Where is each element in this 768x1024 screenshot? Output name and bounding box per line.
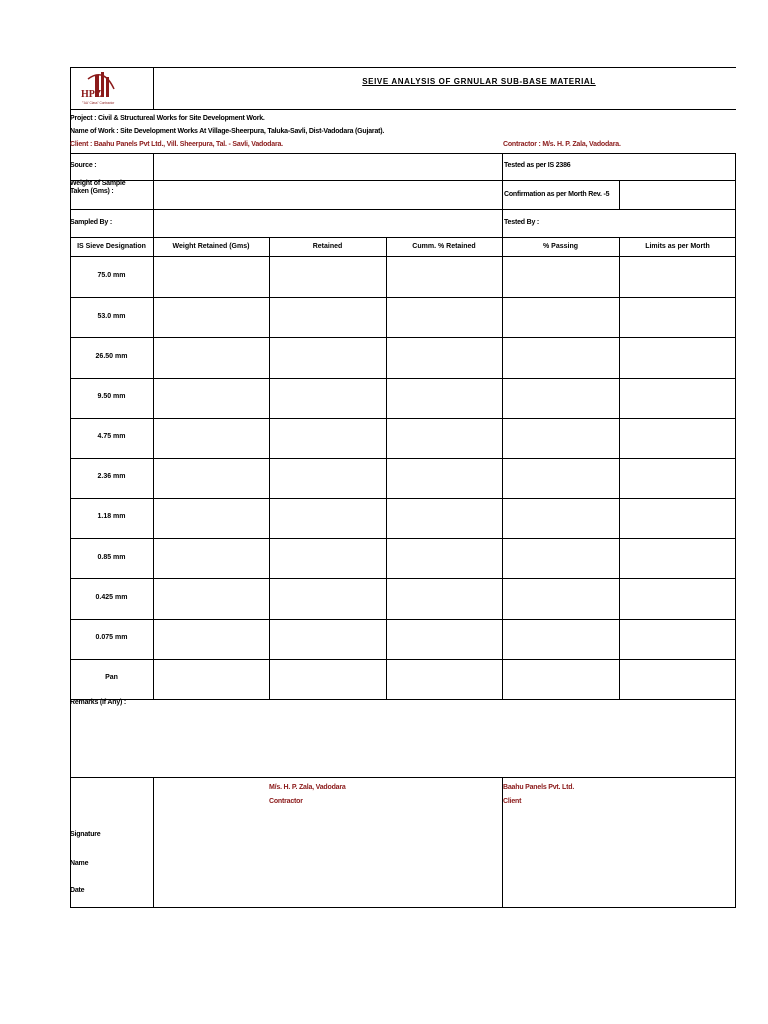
row-line	[70, 337, 736, 338]
row-line	[70, 498, 736, 499]
contractor-line: Contractor : M/s. H. P. Zala, Vadodara.	[503, 141, 621, 148]
confirmation-label: Confirmation as per Morth Rev. -5	[504, 191, 610, 198]
name-label: Name	[70, 860, 89, 867]
contractor-sign-role: Contractor	[269, 798, 303, 805]
col-header-weight: Weight Retained (Gms)	[172, 243, 250, 250]
company-logo	[78, 71, 118, 105]
tested-as-per-label: Tested as per IS 2386	[504, 162, 571, 169]
sig-divider-mid	[502, 777, 503, 908]
work-line: Name of Work : Site Development Works At Village-Sheerpura, Taluka-Savli, Dist-Vadodara (Gujarat).	[70, 128, 385, 135]
col-header-sieve: IS Sieve Designation	[77, 243, 146, 250]
col-line-2	[269, 237, 270, 699]
logo-divider	[153, 67, 154, 109]
sampled-by-label: Sampled By :	[70, 219, 112, 226]
field-top-line	[70, 153, 736, 154]
sieve-label: 53.0 mm	[97, 313, 126, 320]
col-header-retained: Retained	[312, 243, 343, 250]
sieve-label: 0.425 mm	[95, 594, 128, 601]
client-line: Client : Baahu Panels Pvt Ltd., Vill. Sheerpura, Tal. - Savli, Vadodara.	[70, 141, 283, 148]
header-top-line	[70, 237, 736, 238]
field-line-3	[70, 209, 736, 210]
header-bottom-line	[70, 256, 736, 257]
col-line-4	[502, 237, 503, 699]
sieve-label: 26.50 mm	[95, 353, 128, 360]
row-line	[70, 659, 736, 660]
row-line	[70, 538, 736, 539]
title-underline	[70, 109, 736, 110]
svg-text:"'AA' Class" Contractor: "'AA' Class" Contractor	[82, 101, 115, 105]
date-label: Date	[70, 887, 85, 894]
tested-by-label: Tested By :	[504, 219, 540, 226]
sieve-label: 75.0 mm	[97, 272, 126, 279]
row-line	[70, 418, 736, 419]
sieve-label: 4.75 mm	[97, 433, 126, 440]
col-header-passing: % Passing	[542, 243, 578, 250]
project-line: Project : Civil & Structureal Works for Site Development Work.	[70, 115, 265, 122]
field-line-2	[70, 180, 736, 181]
sieve-label: 0.85 mm	[97, 554, 126, 561]
svg-text:HPZ: HPZ	[81, 89, 102, 100]
client-sign-role: Client	[503, 798, 522, 805]
col-line-3	[386, 237, 387, 699]
form-title: SEIVE ANALYSIS OF GRNULAR SUB-BASE MATERIAL	[362, 77, 596, 86]
col-line-1	[153, 237, 154, 699]
border-bottom	[70, 907, 736, 908]
row-line	[70, 297, 736, 298]
row-line	[70, 578, 736, 579]
sieve-label: 0.075 mm	[95, 634, 128, 641]
source-label: Source :	[70, 162, 97, 169]
row-line	[70, 378, 736, 379]
sieve-label: 2.36 mm	[97, 473, 126, 480]
weight-sample-label: Weight of Sample Taken (Gms) :	[70, 180, 126, 195]
border-top	[70, 67, 736, 68]
border-right	[735, 153, 736, 908]
contractor-sign-name: M/s. H. P. Zala, Vadodara	[269, 784, 346, 791]
row-line	[70, 619, 736, 620]
row-line	[70, 458, 736, 459]
col-header-limits: Limits as per Morth	[645, 243, 710, 250]
sieve-label: 1.18 mm	[97, 513, 126, 520]
sig-divider-left	[153, 777, 154, 908]
signature-label: Signature	[70, 831, 101, 838]
form-sheet	[70, 67, 736, 908]
remarks-bottom-line	[70, 777, 736, 778]
hpz-logo-icon	[78, 71, 118, 105]
row-line	[70, 699, 736, 700]
col-line-5	[619, 237, 620, 699]
sieve-label: Pan	[105, 674, 118, 681]
remarks-label: Remarks (If Any) :	[70, 699, 127, 706]
client-sign-name: Baahu Panels Pvt. Ltd.	[503, 784, 575, 791]
sieve-label: 9.50 mm	[97, 393, 126, 400]
field-divider-conf	[619, 180, 620, 209]
col-header-cumm: Cumm. % Retained	[412, 243, 476, 250]
